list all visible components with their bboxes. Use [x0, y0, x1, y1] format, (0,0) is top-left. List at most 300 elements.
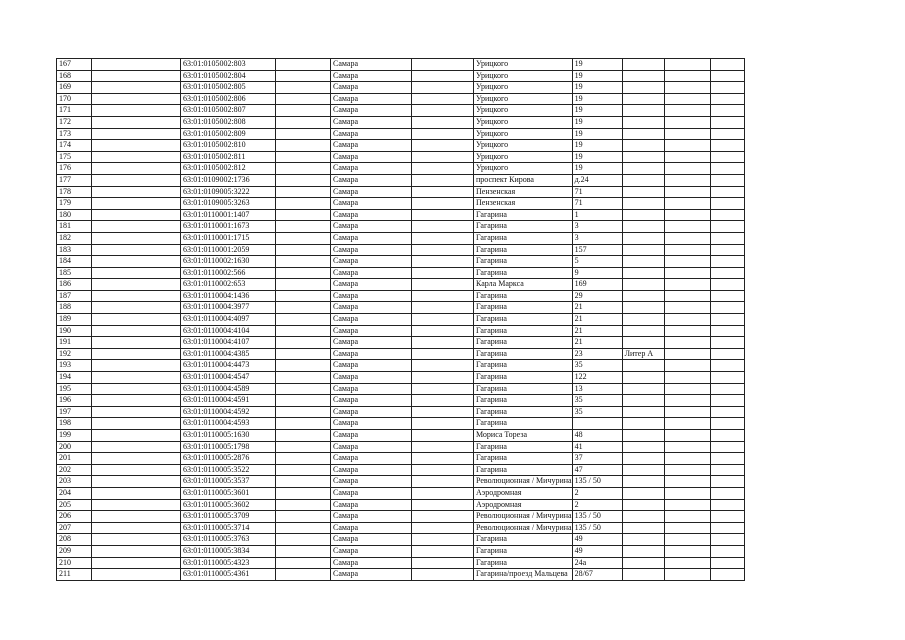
row-number-cell: 169 [57, 82, 92, 94]
city-cell: Самара [331, 569, 412, 581]
cadastral-number-cell: 63:01:0110001:1407 [181, 209, 276, 221]
col-d-cell [276, 186, 331, 198]
col-k-cell [710, 279, 744, 291]
col-j-cell [664, 325, 710, 337]
col-d-cell [276, 418, 331, 430]
col-b-cell [92, 302, 181, 314]
table-row [57, 534, 745, 546]
building-letter-cell [622, 279, 664, 291]
row-number-cell: 170 [57, 93, 92, 105]
table-row [57, 383, 745, 395]
cadastral-number-cell: 63:01:0105002:811 [181, 151, 276, 163]
col-d-cell [276, 337, 331, 349]
row-number-cell: 171 [57, 105, 92, 117]
cadastral-number-cell: 63:01:0105002:805 [181, 82, 276, 94]
row-number-cell: 185 [57, 267, 92, 279]
col-b-cell [92, 232, 181, 244]
row-number-cell: 174 [57, 140, 92, 152]
city-cell: Самара [331, 232, 412, 244]
city-cell: Самара [331, 279, 412, 291]
col-d-cell [276, 140, 331, 152]
table-row [57, 232, 745, 244]
house-number-cell: 135 / 50 [572, 522, 622, 534]
col-j-cell [664, 395, 710, 407]
house-number-cell: 48 [572, 430, 622, 442]
col-j-cell [664, 290, 710, 302]
cadastral-register-table [56, 58, 745, 581]
table-row [57, 186, 745, 198]
street-cell: Гагарина [474, 337, 573, 349]
cadastral-number-cell: 63:01:0110004:4097 [181, 314, 276, 326]
house-number-cell: 122 [572, 372, 622, 384]
col-j-cell [664, 302, 710, 314]
col-j-cell [664, 499, 710, 511]
street-cell: Урицкого [474, 140, 573, 152]
col-j-cell [664, 314, 710, 326]
row-number-cell: 210 [57, 557, 92, 569]
col-d-cell [276, 302, 331, 314]
row-number-cell: 203 [57, 476, 92, 488]
street-cell: Гагарина [474, 290, 573, 302]
col-k-cell [710, 487, 744, 499]
cadastral-number-cell: 63:01:0105002:807 [181, 105, 276, 117]
col-b-cell [92, 395, 181, 407]
table-row [57, 82, 745, 94]
house-number-cell: 37 [572, 453, 622, 465]
col-f-cell [412, 140, 474, 152]
street-cell: Аэродромная [474, 487, 573, 499]
building-letter-cell [622, 256, 664, 268]
col-b-cell [92, 569, 181, 581]
col-b-cell [92, 418, 181, 430]
col-f-cell [412, 244, 474, 256]
building-letter-cell [622, 395, 664, 407]
cadastral-number-cell: 63:01:0110004:4473 [181, 360, 276, 372]
col-k-cell [710, 93, 744, 105]
building-letter-cell [622, 325, 664, 337]
col-f-cell [412, 557, 474, 569]
street-cell: Аэродромная [474, 499, 573, 511]
row-number-cell: 205 [57, 499, 92, 511]
table-row [57, 140, 745, 152]
col-j-cell [664, 453, 710, 465]
col-k-cell [710, 290, 744, 302]
city-cell: Самара [331, 244, 412, 256]
col-j-cell [664, 360, 710, 372]
col-k-cell [710, 395, 744, 407]
row-number-cell: 175 [57, 151, 92, 163]
street-cell: Гагарина [474, 441, 573, 453]
city-cell: Самара [331, 59, 412, 71]
building-letter-cell [622, 70, 664, 82]
table-row [57, 59, 745, 71]
col-k-cell [710, 522, 744, 534]
building-letter-cell [622, 430, 664, 442]
col-k-cell [710, 464, 744, 476]
house-number-cell [572, 418, 622, 430]
col-k-cell [710, 244, 744, 256]
city-cell: Самара [331, 453, 412, 465]
building-letter-cell [622, 140, 664, 152]
cadastral-number-cell: 63:01:0110005:3537 [181, 476, 276, 488]
col-b-cell [92, 256, 181, 268]
col-b-cell [92, 348, 181, 360]
col-j-cell [664, 59, 710, 71]
street-cell: Гагарина [474, 545, 573, 557]
table-row [57, 418, 745, 430]
cadastral-number-cell: 63:01:0105002:810 [181, 140, 276, 152]
house-number-cell: 1 [572, 209, 622, 221]
building-letter-cell [622, 267, 664, 279]
col-b-cell [92, 209, 181, 221]
building-letter-cell [622, 290, 664, 302]
col-d-cell [276, 232, 331, 244]
row-number-cell: 193 [57, 360, 92, 372]
col-f-cell [412, 372, 474, 384]
col-f-cell [412, 487, 474, 499]
col-d-cell [276, 314, 331, 326]
cadastral-number-cell: 63:01:0110002:653 [181, 279, 276, 291]
building-letter-cell [622, 244, 664, 256]
col-k-cell [710, 337, 744, 349]
col-j-cell [664, 372, 710, 384]
col-j-cell [664, 267, 710, 279]
col-b-cell [92, 221, 181, 233]
cadastral-number-cell: 63:01:0105002:808 [181, 116, 276, 128]
table-row [57, 244, 745, 256]
col-k-cell [710, 545, 744, 557]
col-d-cell [276, 116, 331, 128]
col-f-cell [412, 70, 474, 82]
table-row [57, 395, 745, 407]
col-k-cell [710, 499, 744, 511]
cadastral-number-cell: 63:01:0105002:804 [181, 70, 276, 82]
table-row [57, 325, 745, 337]
table-row [57, 511, 745, 523]
col-k-cell [710, 418, 744, 430]
table-row [57, 302, 745, 314]
city-cell: Самара [331, 511, 412, 523]
col-f-cell [412, 209, 474, 221]
col-f-cell [412, 302, 474, 314]
street-cell: Карла Маркса [474, 279, 573, 291]
row-number-cell: 181 [57, 221, 92, 233]
house-number-cell: 157 [572, 244, 622, 256]
street-cell: Гагарина [474, 395, 573, 407]
col-k-cell [710, 151, 744, 163]
row-number-cell: 200 [57, 441, 92, 453]
street-cell: Урицкого [474, 70, 573, 82]
col-k-cell [710, 430, 744, 442]
house-number-cell: 19 [572, 151, 622, 163]
city-cell: Самара [331, 302, 412, 314]
col-f-cell [412, 116, 474, 128]
cadastral-number-cell: 63:01:0110005:3714 [181, 522, 276, 534]
col-k-cell [710, 314, 744, 326]
col-j-cell [664, 209, 710, 221]
col-b-cell [92, 325, 181, 337]
col-j-cell [664, 383, 710, 395]
city-cell: Самара [331, 372, 412, 384]
house-number-cell: 19 [572, 70, 622, 82]
col-k-cell [710, 569, 744, 581]
col-j-cell [664, 406, 710, 418]
col-k-cell [710, 325, 744, 337]
col-f-cell [412, 186, 474, 198]
street-cell: Урицкого [474, 82, 573, 94]
col-j-cell [664, 93, 710, 105]
col-f-cell [412, 464, 474, 476]
street-cell: Гагарина [474, 383, 573, 395]
city-cell: Самара [331, 314, 412, 326]
city-cell: Самара [331, 70, 412, 82]
city-cell: Самара [331, 360, 412, 372]
city-cell: Самара [331, 128, 412, 140]
building-letter-cell [622, 314, 664, 326]
col-d-cell [276, 93, 331, 105]
table-row [57, 221, 745, 233]
col-f-cell [412, 406, 474, 418]
building-letter-cell [622, 198, 664, 210]
col-d-cell [276, 545, 331, 557]
house-number-cell: 29 [572, 290, 622, 302]
col-k-cell [710, 105, 744, 117]
col-f-cell [412, 511, 474, 523]
cadastral-number-cell: 63:01:0109002:1736 [181, 174, 276, 186]
building-letter-cell [622, 511, 664, 523]
street-cell: Гагарина [474, 418, 573, 430]
table-row [57, 290, 745, 302]
city-cell: Самара [331, 430, 412, 442]
cadastral-number-cell: 63:01:0110004:4547 [181, 372, 276, 384]
col-d-cell [276, 209, 331, 221]
col-j-cell [664, 221, 710, 233]
col-b-cell [92, 476, 181, 488]
street-cell: Гагарина [474, 534, 573, 546]
col-b-cell [92, 151, 181, 163]
table-row [57, 314, 745, 326]
col-b-cell [92, 163, 181, 175]
cadastral-number-cell: 63:01:0110001:1715 [181, 232, 276, 244]
house-number-cell: 21 [572, 302, 622, 314]
cadastral-number-cell: 63:01:0110005:2876 [181, 453, 276, 465]
city-cell: Самара [331, 151, 412, 163]
house-number-cell: 169 [572, 279, 622, 291]
house-number-cell: 35 [572, 406, 622, 418]
city-cell: Самара [331, 256, 412, 268]
col-k-cell [710, 128, 744, 140]
street-cell: Гагарина [474, 406, 573, 418]
col-b-cell [92, 128, 181, 140]
house-number-cell: 3 [572, 232, 622, 244]
col-j-cell [664, 82, 710, 94]
col-f-cell [412, 221, 474, 233]
col-b-cell [92, 522, 181, 534]
house-number-cell: 135 / 50 [572, 476, 622, 488]
col-d-cell [276, 244, 331, 256]
col-j-cell [664, 244, 710, 256]
house-number-cell: 19 [572, 105, 622, 117]
col-k-cell [710, 198, 744, 210]
col-b-cell [92, 430, 181, 442]
col-k-cell [710, 441, 744, 453]
row-number-cell: 208 [57, 534, 92, 546]
table-row [57, 487, 745, 499]
street-cell: Революционная / Мичурина [474, 511, 573, 523]
house-number-cell: 19 [572, 163, 622, 175]
cadastral-number-cell: 63:01:0110005:1630 [181, 430, 276, 442]
col-b-cell [92, 244, 181, 256]
row-number-cell: 167 [57, 59, 92, 71]
col-k-cell [710, 302, 744, 314]
building-letter-cell [622, 221, 664, 233]
row-number-cell: 192 [57, 348, 92, 360]
table-row [57, 545, 745, 557]
building-letter-cell [622, 557, 664, 569]
house-number-cell: 23 [572, 348, 622, 360]
table-row [57, 337, 745, 349]
col-k-cell [710, 163, 744, 175]
col-f-cell [412, 360, 474, 372]
city-cell: Самара [331, 395, 412, 407]
table-row [57, 116, 745, 128]
house-number-cell: 2 [572, 499, 622, 511]
house-number-cell: 71 [572, 186, 622, 198]
cadastral-number-cell: 63:01:0110005:3601 [181, 487, 276, 499]
col-d-cell [276, 221, 331, 233]
col-b-cell [92, 441, 181, 453]
street-cell: Мориса Тореза [474, 430, 573, 442]
building-letter-cell [622, 476, 664, 488]
col-k-cell [710, 221, 744, 233]
col-k-cell [710, 174, 744, 186]
street-cell: Гагарина [474, 453, 573, 465]
row-number-cell: 206 [57, 511, 92, 523]
col-d-cell [276, 430, 331, 442]
col-j-cell [664, 186, 710, 198]
building-letter-cell [622, 116, 664, 128]
col-f-cell [412, 256, 474, 268]
col-k-cell [710, 406, 744, 418]
col-k-cell [710, 267, 744, 279]
house-number-cell: 19 [572, 59, 622, 71]
street-cell: Гагарина [474, 325, 573, 337]
col-d-cell [276, 476, 331, 488]
cadastral-number-cell: 63:01:0110004:1436 [181, 290, 276, 302]
building-letter-cell [622, 186, 664, 198]
col-f-cell [412, 232, 474, 244]
col-d-cell [276, 441, 331, 453]
building-letter-cell [622, 545, 664, 557]
table-row [57, 569, 745, 581]
city-cell: Самара [331, 476, 412, 488]
col-f-cell [412, 93, 474, 105]
house-number-cell: 35 [572, 360, 622, 372]
col-j-cell [664, 569, 710, 581]
row-number-cell: 202 [57, 464, 92, 476]
col-j-cell [664, 279, 710, 291]
cadastral-number-cell: 63:01:0110005:3522 [181, 464, 276, 476]
house-number-cell: 49 [572, 545, 622, 557]
house-number-cell: 19 [572, 116, 622, 128]
cadastral-number-cell: 63:01:0110005:3709 [181, 511, 276, 523]
city-cell: Самара [331, 290, 412, 302]
row-number-cell: 196 [57, 395, 92, 407]
street-cell: Гагарина [474, 348, 573, 360]
col-d-cell [276, 82, 331, 94]
col-b-cell [92, 511, 181, 523]
col-b-cell [92, 198, 181, 210]
street-cell: Гагарина [474, 244, 573, 256]
col-b-cell [92, 82, 181, 94]
table-row [57, 464, 745, 476]
house-number-cell: 19 [572, 140, 622, 152]
street-cell: Урицкого [474, 93, 573, 105]
city-cell: Самара [331, 545, 412, 557]
table-row [57, 151, 745, 163]
col-j-cell [664, 163, 710, 175]
cadastral-number-cell: 63:01:0110002:1630 [181, 256, 276, 268]
building-letter-cell [622, 418, 664, 430]
col-b-cell [92, 116, 181, 128]
col-f-cell [412, 430, 474, 442]
col-f-cell [412, 174, 474, 186]
house-number-cell: 2 [572, 487, 622, 499]
col-d-cell [276, 372, 331, 384]
city-cell: Самара [331, 522, 412, 534]
table-row [57, 557, 745, 569]
col-b-cell [92, 174, 181, 186]
row-number-cell: 207 [57, 522, 92, 534]
col-b-cell [92, 557, 181, 569]
col-j-cell [664, 441, 710, 453]
col-f-cell [412, 476, 474, 488]
row-number-cell: 198 [57, 418, 92, 430]
col-k-cell [710, 453, 744, 465]
col-k-cell [710, 209, 744, 221]
col-b-cell [92, 360, 181, 372]
col-b-cell [92, 453, 181, 465]
col-d-cell [276, 522, 331, 534]
col-j-cell [664, 140, 710, 152]
col-k-cell [710, 476, 744, 488]
cadastral-number-cell: 63:01:0110002:566 [181, 267, 276, 279]
city-cell: Самара [331, 418, 412, 430]
col-f-cell [412, 151, 474, 163]
col-f-cell [412, 453, 474, 465]
col-f-cell [412, 522, 474, 534]
street-cell: Урицкого [474, 59, 573, 71]
cadastral-number-cell: 63:01:0110001:2059 [181, 244, 276, 256]
cadastral-number-cell: 63:01:0110005:1798 [181, 441, 276, 453]
col-j-cell [664, 348, 710, 360]
cadastral-number-cell: 63:01:0110004:4385 [181, 348, 276, 360]
table-row [57, 453, 745, 465]
street-cell: Гагарина [474, 557, 573, 569]
building-letter-cell [622, 163, 664, 175]
row-number-cell: 187 [57, 290, 92, 302]
row-number-cell: 184 [57, 256, 92, 268]
col-b-cell [92, 140, 181, 152]
col-d-cell [276, 105, 331, 117]
house-number-cell: д.24 [572, 174, 622, 186]
cadastral-number-cell: 63:01:0105002:809 [181, 128, 276, 140]
table-row [57, 372, 745, 384]
col-d-cell [276, 569, 331, 581]
house-number-cell: 71 [572, 198, 622, 210]
col-f-cell [412, 314, 474, 326]
city-cell: Самара [331, 163, 412, 175]
